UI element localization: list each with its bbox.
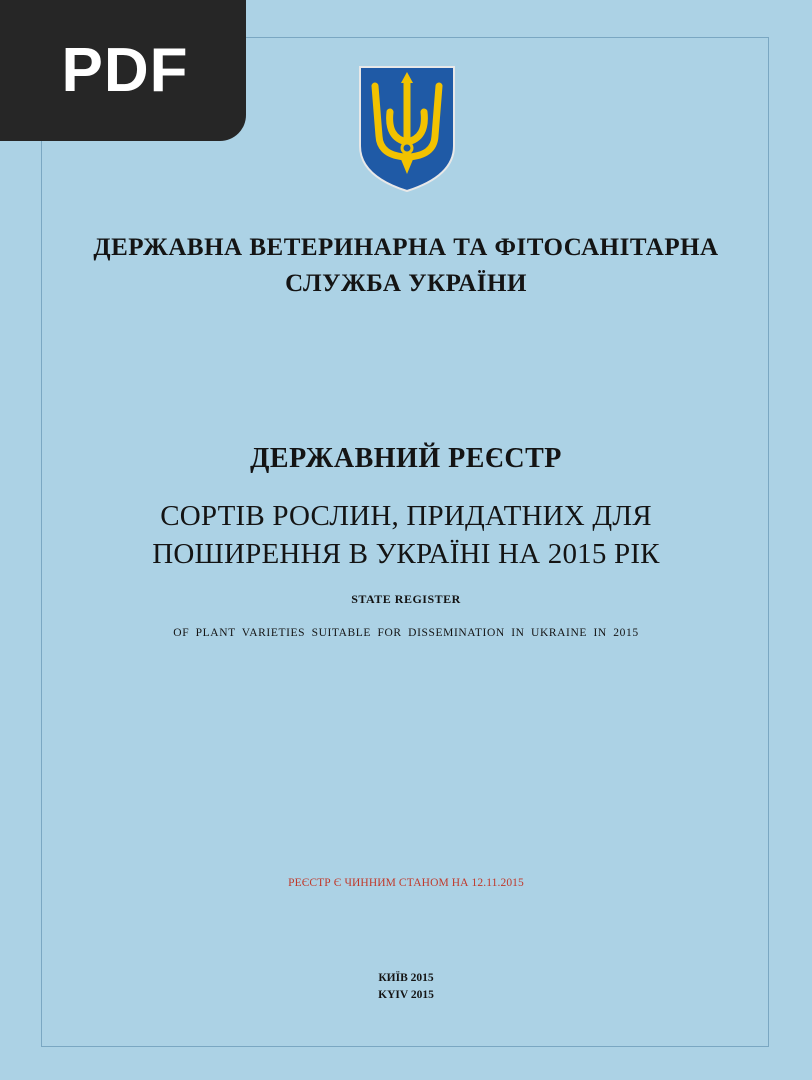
english-subtitle: OF PLANT VARIETIES SUITABLE FOR DISSEMINATION IN UKRAINE IN 2015 xyxy=(173,627,639,639)
publication-place-year xyxy=(0,970,812,1004)
ukraine-coat-of-arms-icon xyxy=(357,64,457,194)
city-line-ukrainian: КИЇВ 2015 xyxy=(378,972,434,984)
register-status-note: РЕЄСТР Є ЧИННИМ СТАНОМ НА 12.11.2015 xyxy=(288,877,524,889)
register-subtitle xyxy=(0,497,812,573)
english-title: STATE REGISTER xyxy=(351,592,461,606)
register-subtitle-line: ПОШИРЕННЯ В УКРАЇНІ НА 2015 РІК xyxy=(152,538,660,570)
register-title: ДЕРЖАВНИЙ РЕЄСТР xyxy=(250,443,562,474)
agency-line: ДЕРЖАВНА ВЕТЕРИНАРНА ТА ФІТОСАНІТАРНА xyxy=(93,234,719,261)
city-line-english: KYIV 2015 xyxy=(378,989,434,1001)
agency-line: СЛУЖБА УКРАЇНИ xyxy=(285,270,527,297)
pdf-badge-label: PDF xyxy=(61,36,189,105)
register-subtitle-line: СОРТІВ РОСЛИН, ПРИДАТНИХ ДЛЯ xyxy=(160,500,652,532)
pdf-badge xyxy=(0,0,246,141)
agency-heading xyxy=(0,230,812,302)
